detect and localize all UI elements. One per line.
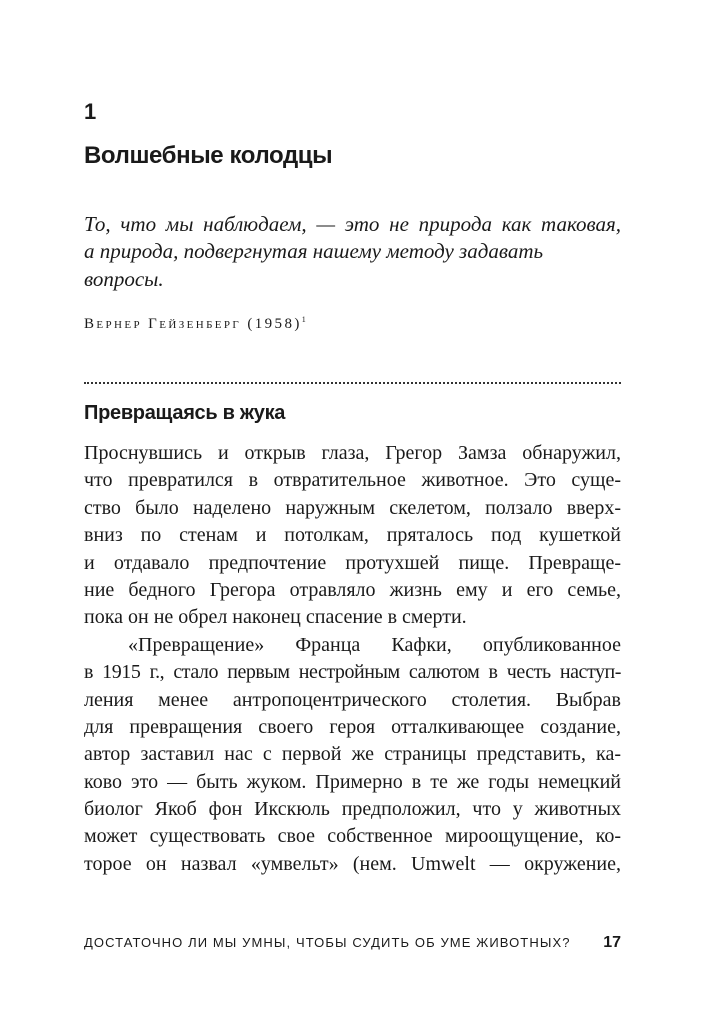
text-line: торое он назвал «умвельт» (нем. Umwelt — окружение,: [84, 852, 621, 875]
text-line: для превращения своего героя отталкивающее создание,: [84, 715, 621, 738]
text-line: может существовать свое собственное мироощущение, ко-: [84, 825, 621, 848]
paragraph: [84, 632, 621, 879]
epigraph-line: а природа, подвергнутая нашему методу задавать: [84, 239, 544, 264]
body-text: [84, 440, 621, 878]
chapter-number: 1: [84, 99, 97, 124]
paragraph: [84, 440, 621, 632]
epigraph-line: То, что мы наблюдаем, — это не природа как таковая,: [84, 212, 621, 236]
text-line: и отдавало предпочтение протухшей пище. Превраще-: [84, 551, 621, 574]
text-line: ково это — быть жуком. Примерно в те же годы немецкий: [84, 770, 621, 793]
text-line: ние бедного Грегора отравляло жизнь ему и его семье,: [84, 578, 621, 601]
text-line: биолог Якоб фон Икскюль предположил, что у животных: [84, 798, 621, 821]
page-footer: [84, 932, 621, 956]
text-line: Проснувшись и открыв глаза, Грегор Замза обнаружил,: [84, 442, 621, 464]
section-title: Превращаясь в жука: [84, 402, 286, 424]
text-line: ления менее антропоцентрического столетия. Выбрав: [84, 688, 621, 711]
section-divider: [84, 382, 621, 384]
text-line: «Превращение» Франца Кафки, опубликованное: [128, 633, 621, 656]
text-line: в 1915 г., стало первым нестройным салютом в честь наступ-: [84, 661, 621, 684]
book-page: [84, 0, 621, 1034]
epigraph: [84, 210, 621, 292]
epigraph-author: [84, 310, 306, 334]
chapter-title: Волшебные колодцы: [84, 142, 333, 169]
text-line: вниз по стенам и потолкам, пряталось под кушеткой: [84, 524, 621, 547]
text-line: пока он не обрел наконец спасение в смерти.: [84, 606, 467, 629]
epigraph-author-name: Вернер Гейзенберг (1958): [84, 316, 302, 332]
running-title: ДОСТАТОЧНО ЛИ МЫ УМНЫ, ЧТОБЫ СУДИТЬ ОБ УМЕ ЖИВОТНЫХ?: [84, 935, 571, 950]
text-line: ство было наделено наружным скелетом, ползало вверх-: [84, 496, 621, 519]
page-number: 17: [603, 934, 621, 951]
epigraph-line: вопросы.: [84, 266, 164, 291]
text-line: что превратился в отвратительное животное. Это суще-: [84, 469, 621, 492]
footnote-mark: 1: [301, 315, 306, 324]
text-line: автор заставил нас с первой же страницы представить, ка-: [84, 743, 621, 766]
